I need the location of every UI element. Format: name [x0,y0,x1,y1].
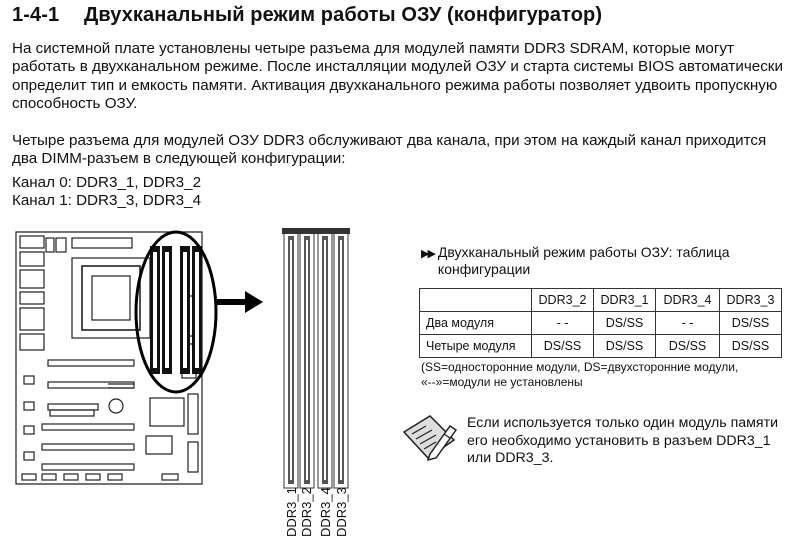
table-legend [421,360,738,390]
table-legend-line: «--»=модули не установлены [421,375,583,389]
table-title-text: Двухканальный режим работы ОЗУ: таблица конфигурации [437,244,730,277]
row-label: Четыре модуля [420,335,532,358]
table-cell: - - [656,312,720,335]
table-row [420,312,782,335]
slot-label-ddr3-3: DDR3_3 [334,487,349,537]
table-cell: - - [532,312,594,335]
dimm-slots-diagram [282,228,352,490]
table-cell: DS/SS [594,335,656,358]
right-arrow-icon [217,291,263,313]
slot-label-ddr3-4: DDR3_4 [318,487,333,537]
channels-paragraph: Четыре разъема для модулей ОЗУ DDR3 обслуживают два канала, при этом на каждый канал приходится два DIMM-разъем в следующей конфигурации: [12,132,767,168]
note-text: Если используется только один модуль памяти его необходимо установить в разъем DDR3_1 или DDR3_3. [467,415,779,466]
table-cell: DS/SS [656,335,720,358]
section-number: 1-4-1 [12,4,60,26]
table-row [420,335,782,358]
table-header-cell: DDR3_2 [532,289,594,312]
table-cell: DS/SS [532,335,594,358]
double-arrow-icon: ▶▶ [421,248,434,260]
motherboard-diagram [12,226,224,490]
channel-1-line: Канал 1: DDR3_3, DDR3_4 [12,192,202,210]
table-title [421,244,748,278]
slot-label-ddr3-2: DDR3_2 [299,487,314,537]
intro-paragraph: На системной плате установлены четыре разъема для модулей памяти DDR3 SDRAM, которые могут работать в двухканальном режиме. После инсталляции модулей ОЗУ и старта системы BIOS автоматически определит тип и емкость памяти. Активация двухканального режима работы позволяет удвоить пропускную способность ОЗУ. [12,40,783,112]
table-header-row [420,289,782,312]
channel-list [12,174,201,211]
table-header-cell: DDR3_3 [720,289,782,312]
table-cell: DS/SS [594,312,656,335]
row-label: Два модуля [420,312,532,335]
table-header-cell [420,289,532,312]
config-table [419,288,782,358]
channel-0-line: Канал 0: DDR3_1, DDR3_2 [12,174,202,191]
table-legend-line: (SS=односторонние модули, DS=двухсторонние модули, [421,360,739,374]
memo-pencil-icon [400,412,458,464]
slot-label-ddr3-1: DDR3_1 [284,487,299,537]
table-header-cell: DDR3_4 [656,289,720,312]
section-heading: Двухканальный режим работы ОЗУ (конфигуратор) [84,4,603,26]
table-cell: DS/SS [720,335,782,358]
table-cell: DS/SS [720,312,782,335]
table-header-cell: DDR3_1 [594,289,656,312]
section-title [12,4,602,27]
